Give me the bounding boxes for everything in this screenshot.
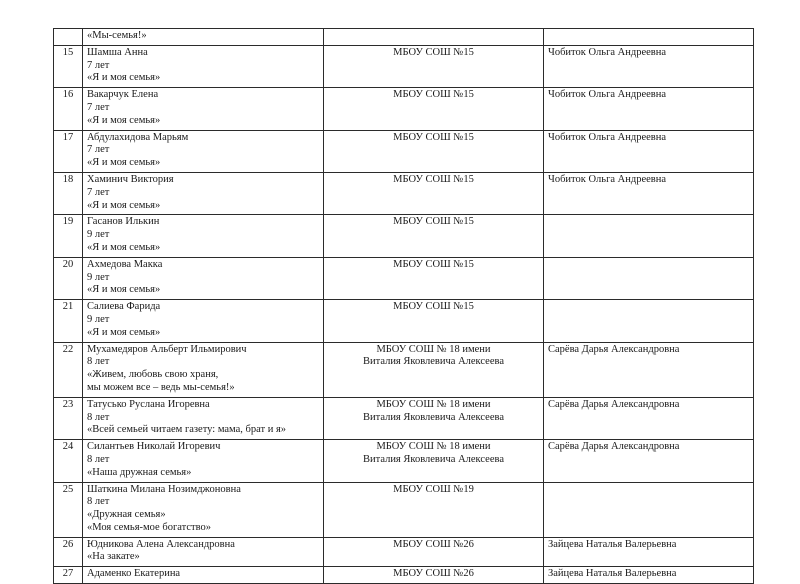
participant-line: 9 лет bbox=[87, 271, 110, 283]
teacher-cell bbox=[544, 215, 754, 257]
school-line: МБОУ СОШ № 18 имени bbox=[376, 441, 491, 453]
school-line: МБОУ СОШ № 18 имени bbox=[376, 398, 491, 410]
school-line: МБОУ СОШ №15 bbox=[393, 46, 474, 58]
participant-line: 9 лет bbox=[87, 229, 110, 241]
table-body bbox=[54, 29, 754, 584]
teacher-cell: Чобиток Ольга Андреевна bbox=[544, 172, 754, 214]
table-row bbox=[54, 45, 754, 87]
participant-line: Мухамедяров Альберт Ильмирович bbox=[87, 343, 247, 355]
participant-line: Ахмедова Макка bbox=[87, 258, 163, 270]
school-line: Виталия Яковлевича Алексеева bbox=[362, 411, 504, 423]
table-row bbox=[54, 172, 754, 214]
row-number: 16 bbox=[54, 88, 83, 130]
school-cell bbox=[324, 172, 544, 214]
participant-cell bbox=[83, 172, 324, 214]
participant-line: «Наша дружная семья» bbox=[87, 466, 192, 478]
teacher-cell: Чобиток Ольга Андреевна bbox=[544, 45, 754, 87]
participant-cell bbox=[83, 567, 324, 584]
school-cell bbox=[324, 440, 544, 482]
participant-line: Шамша Анна bbox=[87, 46, 148, 58]
row-number: 20 bbox=[54, 257, 83, 299]
participant-line: 8 лет bbox=[87, 356, 110, 368]
table-row bbox=[54, 88, 754, 130]
participant-line: мы можем все – ведь мы-семья!» bbox=[87, 381, 235, 393]
participant-cell bbox=[83, 130, 324, 172]
teacher-cell: Чобиток Ольга Андреевна bbox=[544, 130, 754, 172]
row-number bbox=[54, 29, 83, 46]
participant-line: Адаменко Екатерина bbox=[87, 568, 181, 580]
school-line: МБОУ СОШ №15 bbox=[393, 301, 474, 313]
teacher-cell: Чобиток Ольга Андреевна bbox=[544, 88, 754, 130]
row-number: 15 bbox=[54, 45, 83, 87]
participant-cell bbox=[83, 440, 324, 482]
table-row bbox=[54, 537, 754, 567]
participant-line: 8 лет bbox=[87, 411, 110, 423]
row-number: 17 bbox=[54, 130, 83, 172]
participant-line: 7 лет bbox=[87, 59, 110, 71]
row-number: 19 bbox=[54, 215, 83, 257]
participant-line: «Я и моя семья» bbox=[87, 157, 161, 169]
participant-line: 7 лет bbox=[87, 144, 110, 156]
participant-line: 8 лет bbox=[87, 453, 110, 465]
participant-cell bbox=[83, 257, 324, 299]
row-number: 18 bbox=[54, 172, 83, 214]
participant-cell bbox=[83, 342, 324, 397]
participant-line: Абдулахидова Марьям bbox=[87, 131, 189, 143]
school-cell bbox=[324, 88, 544, 130]
participant-line: «Всей семьей читаем газету: мама, брат и я» bbox=[87, 424, 287, 436]
participant-line: «Я и моя семья» bbox=[87, 72, 161, 84]
participant-cell bbox=[83, 215, 324, 257]
teacher-cell bbox=[544, 257, 754, 299]
participant-line: 8 лет bbox=[87, 496, 110, 508]
participant-line: «На закате» bbox=[87, 551, 140, 563]
row-number: 22 bbox=[54, 342, 83, 397]
participant-line: 7 лет bbox=[87, 186, 110, 198]
school-cell bbox=[324, 397, 544, 439]
teacher-cell: Зайцева Наталья Валерьевна bbox=[544, 567, 754, 584]
participant-line: «Я и моя семья» bbox=[87, 114, 161, 126]
teacher-cell bbox=[544, 29, 754, 46]
participant-line: 7 лет bbox=[87, 101, 110, 113]
school-cell bbox=[324, 342, 544, 397]
participant-cell bbox=[83, 300, 324, 342]
teacher-cell: Сарёва Дарья Александровна bbox=[544, 397, 754, 439]
row-number: 23 bbox=[54, 397, 83, 439]
teacher-cell bbox=[544, 482, 754, 537]
participant-line: Татусько Руслана Игоревна bbox=[87, 398, 210, 410]
school-cell bbox=[324, 215, 544, 257]
school-cell bbox=[324, 29, 544, 46]
teacher-cell: Сарёва Дарья Александровна bbox=[544, 440, 754, 482]
school-line: МБОУ СОШ №26 bbox=[393, 538, 474, 550]
row-number: 21 bbox=[54, 300, 83, 342]
school-cell bbox=[324, 130, 544, 172]
row-number: 24 bbox=[54, 440, 83, 482]
table-row bbox=[54, 257, 754, 299]
school-line: МБОУ СОШ №15 bbox=[393, 131, 474, 143]
school-line: МБОУ СОШ № 18 имени bbox=[376, 343, 491, 355]
participant-line: «Я и моя семья» bbox=[87, 199, 161, 211]
table-row bbox=[54, 397, 754, 439]
table-row bbox=[54, 29, 754, 46]
teacher-cell: Сарёва Дарья Александровна bbox=[544, 342, 754, 397]
participant-line: «Я и моя семья» bbox=[87, 284, 161, 296]
school-cell bbox=[324, 45, 544, 87]
school-line: МБОУ СОШ №15 bbox=[393, 216, 474, 228]
teacher-cell: Зайцева Наталья Валерьевна bbox=[544, 537, 754, 567]
participant-line: Шаткина Милана Нозимджоновна bbox=[87, 483, 241, 495]
participant-cell bbox=[83, 88, 324, 130]
teacher-cell bbox=[544, 300, 754, 342]
school-line: МБОУ СОШ №15 bbox=[393, 258, 474, 270]
participant-line: Гасанов Илькин bbox=[87, 216, 160, 228]
table-row bbox=[54, 342, 754, 397]
participant-cell bbox=[83, 482, 324, 537]
participant-line: Хаминич Виктория bbox=[87, 173, 174, 185]
participant-line: Вакарчук Елена bbox=[87, 89, 159, 101]
table-row bbox=[54, 482, 754, 537]
participants-table bbox=[53, 28, 754, 584]
table-row bbox=[54, 300, 754, 342]
participant-cell bbox=[83, 29, 324, 46]
participant-line: 9 лет bbox=[87, 313, 110, 325]
school-cell bbox=[324, 482, 544, 537]
school-cell bbox=[324, 257, 544, 299]
row-number: 26 bbox=[54, 537, 83, 567]
participant-line: «Я и моя семья» bbox=[87, 326, 161, 338]
school-line: Виталия Яковлевича Алексеева bbox=[362, 356, 504, 368]
school-line: МБОУ СОШ №15 bbox=[393, 89, 474, 101]
school-line: МБОУ СОШ №26 bbox=[393, 568, 474, 580]
participant-line: Юдникова Алена Александровна bbox=[87, 538, 235, 550]
participant-cell bbox=[83, 397, 324, 439]
participant-line: Силантьев Николай Игоревич bbox=[87, 441, 221, 453]
school-line: МБОУ СОШ №15 bbox=[393, 173, 474, 185]
table-row bbox=[54, 567, 754, 584]
school-cell bbox=[324, 537, 544, 567]
school-line: МБОУ СОШ №19 bbox=[393, 483, 474, 495]
participant-line: «Дружная семья» bbox=[87, 509, 166, 521]
participant-cell bbox=[83, 45, 324, 87]
participant-line: Салиева Фарида bbox=[87, 301, 161, 313]
table-row bbox=[54, 130, 754, 172]
school-cell bbox=[324, 300, 544, 342]
row-number: 27 bbox=[54, 567, 83, 584]
table-row bbox=[54, 440, 754, 482]
participant-line: «Я и моя семья» bbox=[87, 241, 161, 253]
participant-cell bbox=[83, 537, 324, 567]
participant-line: «Моя семья-мое богатство» bbox=[87, 521, 211, 533]
school-line: Виталия Яковлевича Алексеева bbox=[362, 453, 504, 465]
participant-line: «Живем, любовь свою храня, bbox=[87, 369, 219, 381]
table-row bbox=[54, 215, 754, 257]
participant-line: «Мы-семья!» bbox=[87, 30, 147, 41]
school-cell bbox=[324, 567, 544, 584]
row-number: 25 bbox=[54, 482, 83, 537]
